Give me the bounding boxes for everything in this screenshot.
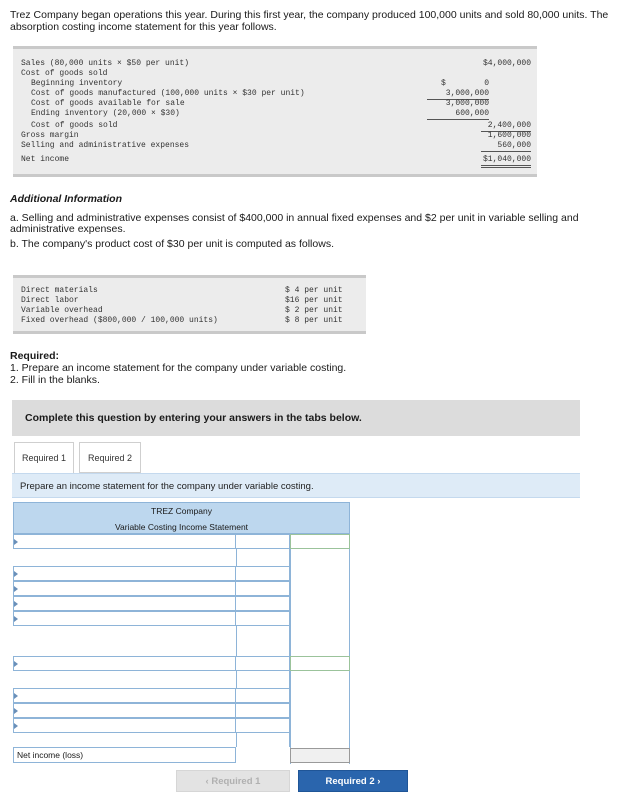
cost-label-direct-materials: Direct materials — [21, 286, 98, 295]
statement-title: Variable Costing Income Statement — [114, 522, 249, 532]
row-amount-input[interactable] — [236, 581, 290, 596]
dropdown-marker-icon — [14, 601, 18, 607]
dropdown-marker-icon — [14, 571, 18, 577]
abs-value-beginning-inventory: $ 0 — [440, 79, 489, 88]
row-label-input[interactable] — [13, 718, 236, 733]
prev-required-button[interactable] — [176, 770, 290, 792]
dropdown-marker-icon — [14, 616, 18, 622]
abs-value-sales: $4,000,000 — [482, 59, 531, 68]
statement-row — [13, 703, 350, 718]
statement-row — [13, 581, 350, 596]
statement-row — [13, 566, 350, 581]
abs-value-cogm: 3,000,000 — [427, 89, 489, 100]
statement-header — [13, 502, 350, 534]
cost-label-variable-overhead: Variable overhead — [21, 306, 103, 315]
row-amount-input[interactable] — [236, 566, 290, 581]
cost-amount-direct-labor: $16 per unit — [285, 296, 343, 305]
additional-info-a: a. Selling and administrative expenses consist of $400,000 in annual fixed expenses and $2 per unit in variable selling and administrative expenses. — [10, 212, 579, 235]
chevron-left-icon: ‹ — [205, 776, 209, 787]
abs-label-cogs-header: Cost of goods sold — [21, 69, 108, 78]
row-label-input[interactable] — [13, 656, 236, 671]
statement-row — [13, 656, 350, 671]
abs-value-goods-available: 3,000,000 — [445, 99, 489, 108]
abs-label-selling-admin: Selling and administrative expenses — [21, 141, 190, 150]
prompt-bar: Prepare an income statement for the company under variable costing. — [12, 473, 580, 498]
complete-instructions-bar: Complete this question by entering your answers in the tabs below. — [12, 400, 580, 436]
tab-required-2[interactable]: Required 2 — [79, 442, 141, 473]
net-income-label: Net income (loss) — [13, 747, 236, 763]
net-income-row — [13, 748, 350, 763]
cost-label-direct-labor: Direct labor — [21, 296, 79, 305]
next-required-button[interactable] — [298, 770, 408, 792]
additional-info-title: Additional Information — [10, 193, 122, 205]
required-item-2: 2. Fill in the blanks. — [10, 374, 100, 386]
net-income-input[interactable] — [290, 748, 350, 763]
statement-row — [13, 596, 350, 611]
cost-amount-variable-overhead: $ 2 per unit — [285, 306, 343, 315]
dropdown-marker-icon — [14, 539, 18, 545]
abs-value-cogs: 2,400,000 — [481, 121, 531, 132]
problem-intro: Trez Company began operations this year. During this first year, the company produced 100,000 units and sold 80,000 units. The absorption costing income statement for this year follows. — [10, 9, 609, 33]
cost-amount-fixed-overhead: $ 8 per unit — [285, 316, 343, 325]
row-label-input[interactable] — [13, 703, 236, 718]
row-total-input[interactable] — [290, 534, 350, 549]
abs-value-gross-margin: 1,600,000 — [487, 131, 531, 140]
abs-label-beginning-inventory: Beginning inventory — [31, 79, 123, 88]
row-total-input[interactable] — [290, 656, 350, 671]
dropdown-marker-icon — [14, 693, 18, 699]
abs-value-ending-inventory: 600,000 — [427, 109, 489, 120]
row-amount-input[interactable] — [236, 703, 290, 718]
dropdown-marker-icon — [14, 723, 18, 729]
abs-label-net-income: Net income — [21, 155, 70, 164]
abs-label-ending-inventory: Ending inventory (20,000 × $30) — [31, 109, 180, 118]
required-item-1: 1. Prepare an income statement for the company under variable costing. — [10, 362, 347, 374]
prev-button-label: Required 1 — [211, 776, 261, 787]
statement-row — [13, 611, 350, 626]
required-title: Required: — [10, 350, 60, 362]
row-amount-input[interactable] — [236, 656, 290, 671]
row-amount-input[interactable] — [236, 688, 290, 703]
row-label-input[interactable] — [13, 581, 236, 596]
row-amount-input[interactable] — [236, 718, 290, 733]
abs-value-net-income: $1,040,000 — [481, 155, 531, 168]
product-cost-table — [13, 275, 366, 334]
row-label-input[interactable] — [13, 688, 236, 703]
abs-label-sales: Sales (80,000 units × $50 per unit) — [21, 59, 190, 68]
row-amount-input[interactable] — [236, 611, 290, 626]
statement-company: TREZ Company — [151, 506, 212, 516]
abs-label-goods-available: Cost of goods available for sale — [31, 99, 185, 108]
dropdown-marker-icon — [14, 661, 18, 667]
row-amount-input[interactable] — [236, 534, 290, 549]
dropdown-marker-icon — [14, 586, 18, 592]
next-button-label: Required 2 — [325, 776, 375, 787]
abs-label-cogs: Cost of goods sold — [31, 121, 118, 130]
statement-row — [13, 534, 350, 549]
cost-label-fixed-overhead: Fixed overhead ($800,000 / 100,000 units) — [21, 316, 218, 325]
abs-label-cogm: Cost of goods manufactured (100,000 units × $30 per unit) — [31, 89, 305, 98]
dropdown-marker-icon — [14, 708, 18, 714]
additional-info-b: b. The company's product cost of $30 per unit is computed as follows. — [10, 238, 334, 250]
row-label-input[interactable] — [13, 566, 236, 581]
row-label-input[interactable] — [13, 534, 236, 549]
statement-row — [13, 688, 350, 703]
absorption-statement — [13, 46, 537, 177]
abs-label-gross-margin: Gross margin — [21, 131, 79, 140]
abs-value-selling-admin: 560,000 — [481, 141, 531, 152]
row-label-input[interactable] — [13, 596, 236, 611]
statement-row — [13, 718, 350, 733]
chevron-right-icon: › — [377, 776, 381, 787]
cost-amount-direct-materials: $ 4 per unit — [285, 286, 343, 295]
tab-required-1[interactable]: Required 1 — [14, 442, 74, 474]
row-label-input[interactable] — [13, 611, 236, 626]
row-amount-input[interactable] — [236, 596, 290, 611]
